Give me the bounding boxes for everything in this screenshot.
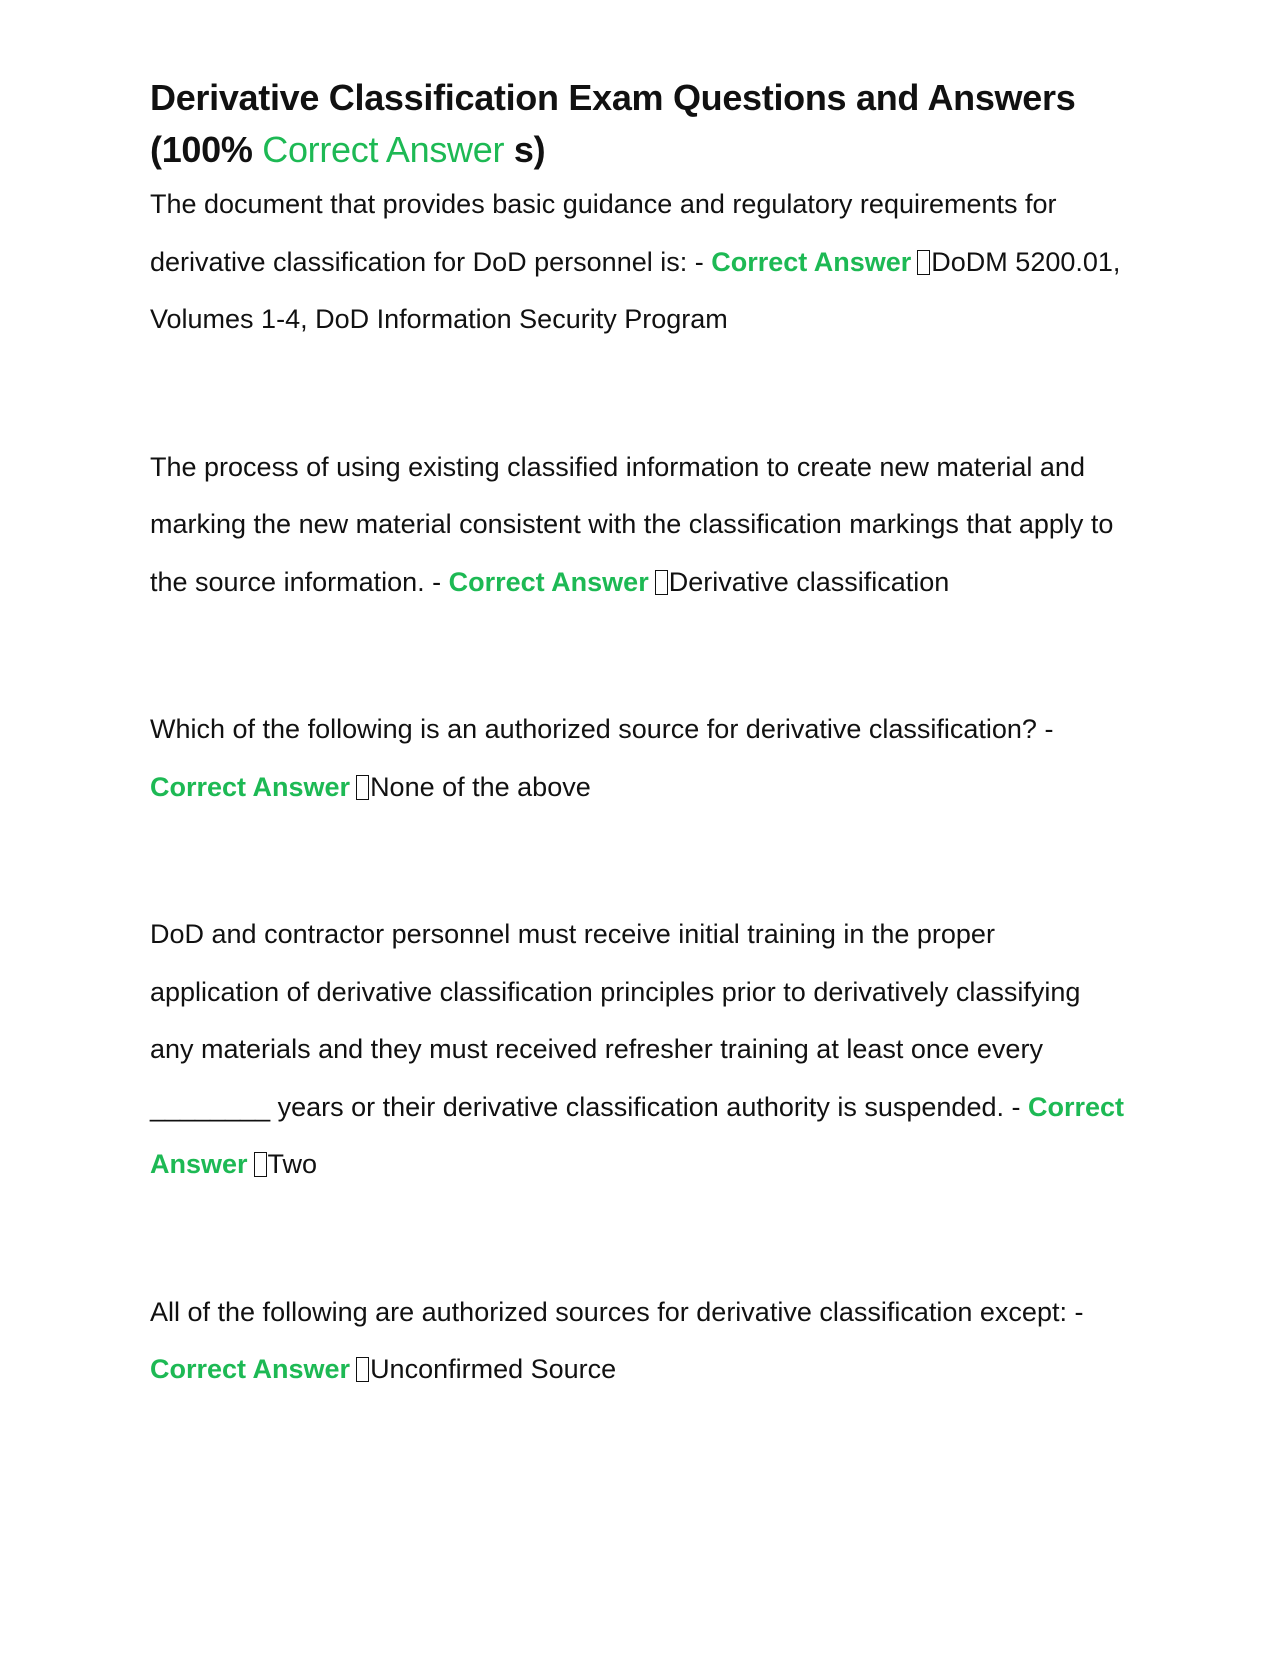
title-prefix: (100% — [150, 129, 263, 170]
answer-label: Correct Answer — [150, 1354, 351, 1384]
answer-label: Correct Answer — [448, 566, 649, 597]
qa-item-4 — [150, 906, 1130, 1194]
qa-item-1 — [150, 176, 1130, 349]
missing-glyph-box-icon — [655, 570, 668, 595]
question-text: The document that provides basic guidance and regulatory requirements for derivative classification for DoD personnel is: - — [150, 189, 1057, 277]
answer-text: Derivative classification — [668, 566, 950, 597]
question-text: All of the following are authorized sources for derivative classification except: - — [150, 1296, 1084, 1327]
answer-text: None of the above — [370, 771, 591, 802]
answer-label: Correct Answer — [150, 771, 351, 802]
missing-glyph-box-icon — [356, 775, 369, 800]
title-suffix: s) — [504, 129, 546, 170]
question-text: DoD and contractor personnel must receive initial training in the proper application of derivative classification principles prior to derivatively classifying any materials and they must received refresher training at least once every ________ years or their derivative classification authority is suspended. - — [150, 919, 1081, 1122]
answer-text: Unconfirmed Source — [370, 1354, 617, 1384]
document-page — [150, 72, 1130, 1399]
title-main: Derivative Classification Exam Questions and Answers — [150, 77, 1076, 118]
qa-item-2 — [150, 439, 1130, 612]
missing-glyph-box-icon — [254, 1152, 267, 1177]
title-correct-answer: Correct Answer — [262, 129, 505, 170]
question-text: Which of the following is an authorized source for derivative classification? - — [150, 714, 1054, 744]
answer-label: Correct Answer — [711, 246, 912, 277]
missing-glyph-box-icon — [356, 1357, 369, 1382]
answer-text: Two — [267, 1149, 318, 1179]
qa-item-5 — [150, 1284, 1130, 1399]
answer-label: Correct Answer — [150, 1091, 1125, 1179]
question-text: The process of using existing classified information to create new material and marking the new material consistent with the classification markings that apply to the source information. - — [150, 451, 1114, 597]
qa-item-3 — [150, 701, 1130, 816]
document-title — [150, 72, 1130, 176]
answer-text: DoDM 5200.01, Volumes 1-4, DoD Information Security Program — [150, 246, 1121, 334]
missing-glyph-box-icon — [917, 250, 930, 275]
